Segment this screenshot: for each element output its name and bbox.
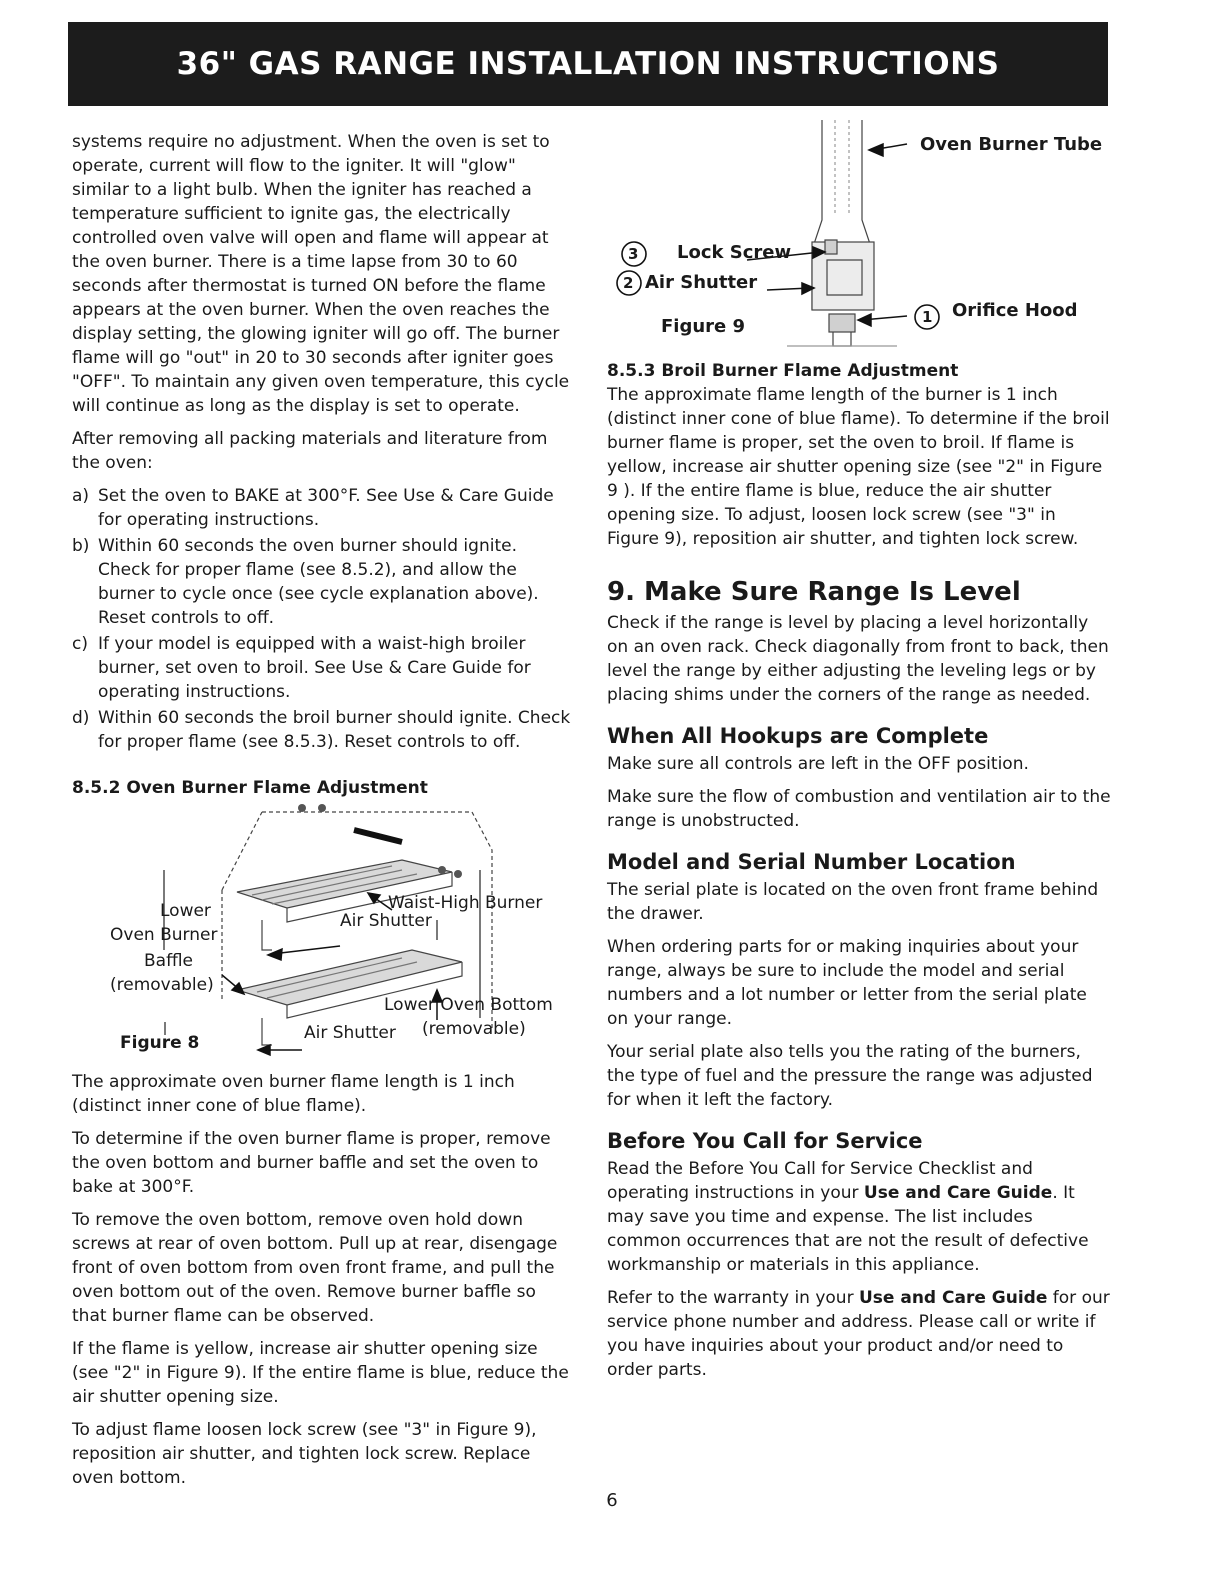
- figure-8-caption: Figure 8: [120, 1033, 200, 1053]
- service-heading: Before You Call for Service: [607, 1129, 923, 1153]
- broil-burner-flame-heading: 8.5.3 Broil Burner Flame Adjustment: [607, 361, 959, 381]
- paragraph: To determine if the oven burner flame is proper, remove the oven bottom and burner baffle and set the oven to bake at 300°F.: [72, 1129, 551, 1197]
- oven-burner-label: Oven Burner: [110, 925, 218, 945]
- intro-paragraph: systems require no adjustment. When the oven is set to operate, current will flow to the igniter. It will "glow" similar to a light bulb. When the igniter has reached a temperature sufficient to ignite gas, the electrically controlled oven valve will open and flame will appear at the oven burner. There is a time lapse from 30 to 60 seconds after thermostat is turned ON before the flame appears at the oven burner. When the oven reaches the display setting, the glowing igniter will go off. The burner flame will go "out" in 20 to 30 seconds after igniter goes "OFF". To maintain any given oven temperature, this cycle will continue as long as the display is set to operate.: [72, 132, 570, 416]
- broil-paragraph: The approximate flame length of the burner is 1 inch (distinct inner cone of blue flame). To determine if the broil burner flame is proper, set the oven to broil. If flame is yellow, increase air shutter opening size (see "2" in Figure 9 ). If the entire flame is blue, reduce the air shutter opening size. To adjust, loosen lock screw (see "3" in Figure 9), reposition air shutter, and tighten lock screw.: [607, 385, 1110, 549]
- lower-oven-bottom-label: Lower Oven Bottom: [384, 995, 553, 1015]
- hookups-paragraph-1: Make sure all controls are left in the OFF position.: [607, 754, 1029, 774]
- air-shutter-top-label: Air Shutter: [340, 911, 432, 931]
- orifice-hood-label: Orifice Hood: [952, 300, 1078, 321]
- steps-list: [72, 484, 572, 754]
- header-banner: [68, 22, 1108, 106]
- page-number: 6: [606, 1490, 618, 1511]
- page-title: 36" GAS RANGE INSTALLATION INSTRUCTIONS: [176, 46, 1000, 82]
- paragraph: To remove the oven bottom, remove oven hold down screws at rear of oven bottom. Pull up at rear, disengage front of oven bottom from oven front frame, and pull the oven bottom out of the oven. Remove burner baffle so that burner flame can be observed.: [72, 1210, 558, 1326]
- removable-bottom-label: (removable): [422, 1019, 526, 1039]
- use-care-guide-ref: Use and Care Guide: [863, 1183, 1053, 1203]
- use-care-guide-ref: Use and Care Guide: [858, 1288, 1048, 1308]
- paragraph: The approximate oven burner flame length is 1 inch (distinct inner cone of blue flame).: [72, 1072, 515, 1116]
- left-column: [72, 130, 572, 1499]
- level-paragraph: Check if the range is level by placing a level horizontally on an oven rack. Check diagonally from front to back, then level the range by either adjusting the leveling legs or by placing shims under the corners of the range as needed.: [607, 613, 1109, 705]
- level-heading: 9. Make Sure Range Is Level: [607, 577, 1021, 607]
- orifice-number: 1: [922, 308, 933, 326]
- paragraph: To adjust flame loosen lock screw (see "3" in Figure 9), reposition air shutter, and tighten lock screw. Replace oven bottom.: [72, 1420, 537, 1488]
- list-item: d) Within 60 seconds the broil burner should ignite. Check for proper flame (see 8.5.3). Reset controls to off.: [72, 708, 571, 752]
- baffle-label: Baffle: [144, 951, 193, 971]
- after-paragraph: After removing all packing materials and literature from the oven:: [72, 429, 548, 473]
- list-item: b) Within 60 seconds the oven burner should ignite. Check for proper flame (see 8.5.2), and allow the burner to cycle once (see cycle explanation above). Reset controls to off.: [72, 536, 539, 628]
- air-shutter-bottom-label: Air Shutter: [304, 1023, 396, 1043]
- air-shutter-number: 2: [623, 274, 634, 292]
- figure-9-caption: Figure 9: [661, 316, 746, 337]
- air-shutter-label: Air Shutter: [645, 272, 758, 293]
- serial-paragraph-1: The serial plate is located on the oven front frame behind the drawer.: [607, 880, 1099, 924]
- serial-paragraph-2: When ordering parts for or making inquiries about your range, always be sure to include the model and serial numbers and a lot number or letter from the serial plate on your range.: [607, 937, 1087, 1029]
- list-item: c) If your model is equipped with a waist-high broiler burner, set oven to broil. See Use & Care Guide for operating instructions.: [72, 634, 531, 702]
- oven-burner-tube-label: Oven Burner Tube: [920, 134, 1103, 155]
- lock-screw-label: Lock Screw: [677, 242, 792, 263]
- hookups-heading: When All Hookups are Complete: [607, 724, 989, 748]
- lower-label: Lower: [160, 901, 211, 921]
- right-column: [607, 130, 1112, 1391]
- service-paragraph-2: Refer to the warranty in your Use and Care Guide for our service phone number and address. Please call or write if you have inquiries about your product and/or need to order parts.: [607, 1288, 1110, 1380]
- paragraph: If the flame is yellow, increase air shutter opening size (see "2" in Figure 9). If the entire flame is blue, reduce the air shutter opening size.: [72, 1339, 569, 1407]
- list-item: a) Set the oven to BAKE at 300°F. See Use & Care Guide for operating instructions.: [72, 486, 554, 530]
- figure-9: [607, 120, 1112, 355]
- lock-screw-number: 3: [628, 245, 639, 263]
- service-paragraph-1: Read the Before You Call for Service Checklist and operating instructions in your Use and Care Guide. It may save you time and expense. The list includes common occurrences that are not the result of defective workmanship or materials in this appliance.: [607, 1159, 1089, 1275]
- serial-heading: Model and Serial Number Location: [607, 850, 1016, 874]
- figure-8: [72, 800, 572, 1070]
- waist-high-burner-label: Waist-High Burner: [388, 893, 543, 913]
- hookups-paragraph-2: Make sure the flow of combustion and ventilation air to the range is unobstructed.: [607, 787, 1111, 831]
- oven-burner-flame-heading: 8.5.2 Oven Burner Flame Adjustment: [72, 778, 428, 798]
- removable-label: (removable): [110, 975, 214, 995]
- serial-paragraph-3: Your serial plate also tells you the rating of the burners, the type of fuel and the pressure the range was adjusted for when it left the factory.: [607, 1042, 1093, 1110]
